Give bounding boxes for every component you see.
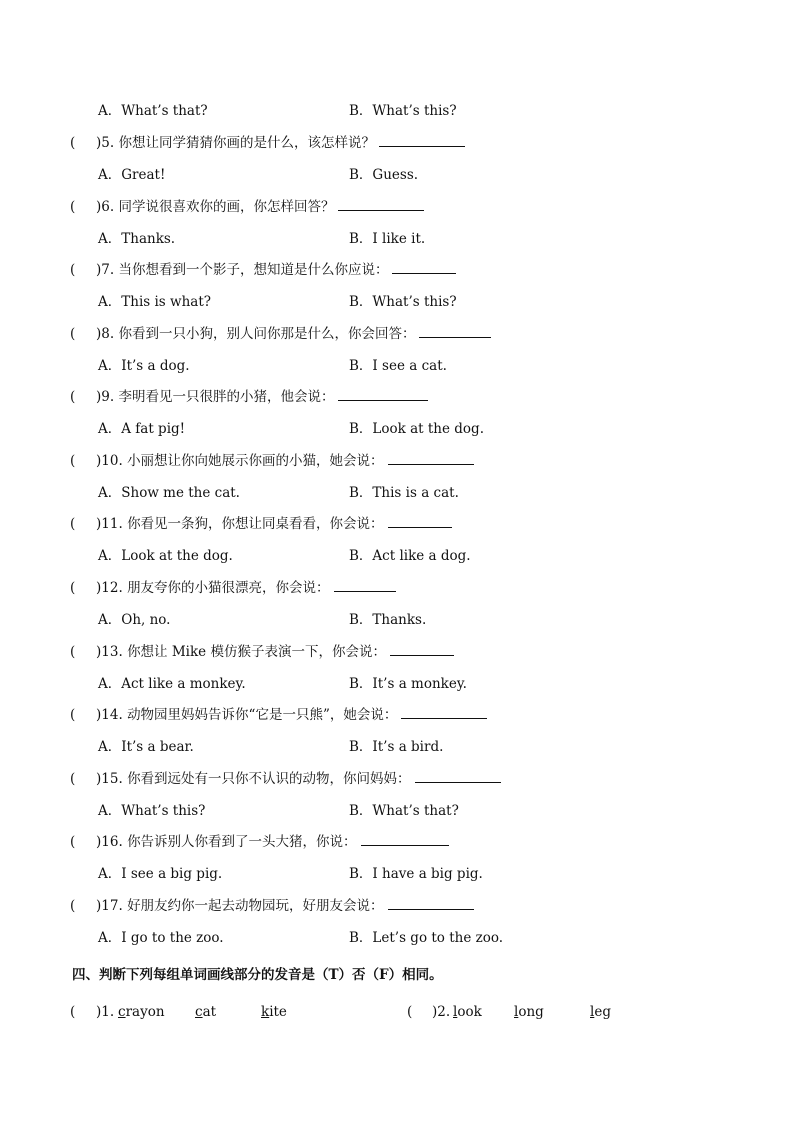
question-content (96, 576, 396, 600)
answer-blank[interactable] (361, 831, 449, 846)
question-number: )1. (96, 1004, 115, 1020)
answer-paren-open: ( (70, 516, 76, 532)
answer-blank[interactable] (401, 704, 487, 719)
option-b: B．Guess. (349, 167, 419, 183)
question-number: 10. (101, 453, 123, 469)
options-row (0, 417, 794, 441)
option-b: B．I have a big pig. (349, 866, 483, 882)
answer-paren-open: ( (70, 262, 76, 278)
options-row (0, 544, 794, 568)
option-b: B．Let’s go to the zoo. (349, 930, 504, 946)
question-number: 17. (101, 898, 123, 914)
question-row (0, 767, 794, 791)
option-a: A．What’s that? (98, 103, 208, 119)
question-number: 5. (101, 135, 115, 151)
answer-paren-close: ) (96, 580, 102, 596)
answer-paren-open: ( (70, 389, 76, 405)
answer-paren-open: ( (70, 580, 76, 596)
question-number: 14. (101, 707, 123, 723)
underlined-letters: c (118, 1004, 126, 1020)
question-text: 你想让同学猜猜你画的是什么，该怎样说？ (118, 135, 375, 151)
question-row (0, 385, 794, 409)
option-a: A．Thanks. (98, 231, 176, 247)
question-text: 你告诉别人你看到了一头大猪，你说： (127, 834, 357, 850)
option-a: A．A fat pig! (98, 421, 186, 437)
options-row (0, 926, 794, 950)
answer-paren-open: ( (70, 199, 76, 215)
underlined-letters: l (453, 1004, 458, 1020)
answer-paren-close: ) (96, 326, 102, 342)
question-row (0, 131, 794, 155)
answer-paren-open: ( (70, 644, 76, 660)
answer-blank[interactable] (338, 196, 424, 211)
question-row (0, 894, 794, 918)
question-number: 6. (101, 199, 115, 215)
option-b: B．Act like a dog. (349, 548, 471, 564)
question-number: 11. (101, 516, 123, 532)
question-number: 9. (101, 389, 115, 405)
option-b: B．What’s that? (349, 803, 459, 819)
option-b: B．It’s a bird. (349, 739, 444, 755)
options-row (0, 481, 794, 505)
underlined-letters: l (590, 1004, 595, 1020)
question-text: 动物园里妈妈告诉你“它是一只熊”，她会说： (127, 707, 398, 723)
question-number: 12. (101, 580, 123, 596)
answer-paren-open: ( (70, 135, 76, 151)
answer-paren-close: ) (96, 1004, 102, 1020)
answer-paren-close: ) (96, 199, 102, 215)
phonics-row (0, 1000, 794, 1024)
answer-blank[interactable] (338, 386, 428, 401)
answer-paren-open: ( (407, 1004, 413, 1020)
option-a: A．This is what? (98, 294, 211, 310)
question-row (0, 258, 794, 282)
answer-paren-close: ) (96, 771, 102, 787)
options-row (0, 99, 794, 123)
answer-paren-close: ) (96, 644, 102, 660)
option-a: A．Great! (98, 167, 166, 183)
question-content (96, 830, 449, 854)
answer-paren-close: ) (96, 453, 102, 469)
question-row (0, 576, 794, 600)
option-a: A．I see a big pig. (98, 866, 223, 882)
options-row (0, 862, 794, 886)
question-number: 15. (101, 771, 123, 787)
question-content (96, 195, 424, 219)
option-b: B．I see a cat. (349, 358, 447, 374)
question-number: 8. (101, 326, 115, 342)
options-row (0, 163, 794, 187)
question-text: 李明看见一只很胖的小猪，他会说： (118, 389, 335, 405)
question-number: 13. (101, 644, 123, 660)
answer-paren-open: ( (70, 1004, 76, 1020)
question-text: 你想让 Mike 模仿猴子表演一下，你会说： (127, 644, 386, 660)
answer-paren-close: ) (96, 898, 102, 914)
phonics-word: crayon (118, 1004, 165, 1020)
answer-blank[interactable] (419, 323, 491, 338)
answer-blank[interactable] (388, 895, 474, 910)
options-row (0, 799, 794, 823)
question-text: 你看见一条狗，你想让同桌看看，你会说： (127, 516, 384, 532)
options-row (0, 227, 794, 251)
question-row (0, 512, 794, 536)
question-text: 你看到一只小狗，别人问你那是什么，你会回答： (118, 326, 416, 342)
option-a: A．Show me the cat. (98, 485, 240, 501)
option-a: A．I go to the zoo. (98, 930, 224, 946)
question-row (0, 830, 794, 854)
question-number: 7. (101, 262, 115, 278)
question-row (0, 449, 794, 473)
question-text: 你看到远处有一只你不认识的动物，你问妈妈： (127, 771, 411, 787)
answer-paren-close: ) (96, 389, 102, 405)
answer-blank[interactable] (390, 641, 454, 656)
option-b: B．What’s this? (349, 294, 457, 310)
answer-paren-open: ( (70, 707, 76, 723)
question-content (96, 512, 452, 536)
question-text: 同学说很喜欢你的画，你怎样回答？ (118, 199, 335, 215)
answer-paren-close: ) (96, 834, 102, 850)
section-title: 四、判断下列每组单词画线部分的发音是（T）否（F）相同。 (72, 967, 443, 983)
option-a: A．Oh, no. (98, 612, 171, 628)
answer-blank[interactable] (388, 513, 452, 528)
answer-blank[interactable] (388, 450, 474, 465)
phonics-word: cat (195, 1004, 217, 1020)
answer-paren-close: ) (96, 262, 102, 278)
question-row (0, 195, 794, 219)
question-content (96, 767, 501, 791)
answer-paren-close: ) (96, 516, 102, 532)
answer-paren-close: ) (96, 135, 102, 151)
option-a: A．Act like a monkey. (98, 676, 246, 692)
answer-blank[interactable] (379, 132, 465, 147)
option-a: A．It’s a dog. (98, 358, 190, 374)
answer-paren-open: ( (70, 453, 76, 469)
options-row (0, 290, 794, 314)
question-content (96, 131, 465, 155)
answer-paren-open: ( (70, 834, 76, 850)
question-row (0, 322, 794, 346)
option-a: A．Look at the dog. (98, 548, 233, 564)
question-row (0, 640, 794, 664)
option-b: B．Thanks. (349, 612, 427, 628)
question-text: 当你想看到一个影子，想知道是什么你应说： (118, 262, 389, 278)
option-b: B．What’s this? (349, 103, 457, 119)
answer-paren-close: ) (96, 707, 102, 723)
answer-paren-open: ( (70, 326, 76, 342)
question-text: 好朋友约你一起去动物园玩，好朋友会说： (127, 898, 384, 914)
option-b: B．This is a cat. (349, 485, 459, 501)
question-content (96, 385, 428, 409)
option-b: B．It’s a monkey. (349, 676, 467, 692)
answer-paren-close: ) (432, 1004, 438, 1020)
question-number: 16. (101, 834, 123, 850)
phonics-word: leg (590, 1004, 611, 1020)
option-b: B．Look at the dog. (349, 421, 484, 437)
phonics-word: long (514, 1004, 544, 1020)
underlined-letters: c (195, 1004, 203, 1020)
option-b: B．I like it. (349, 231, 426, 247)
options-row (0, 608, 794, 632)
underlined-letters: l (514, 1004, 519, 1020)
options-row (0, 735, 794, 759)
phonics-word: look (453, 1004, 482, 1020)
answer-paren-open: ( (70, 771, 76, 787)
question-text: 朋友夸你的小猫很漂亮，你会说： (127, 580, 330, 596)
question-content (96, 258, 456, 282)
question-content (96, 894, 474, 918)
question-row (0, 703, 794, 727)
answer-blank[interactable] (334, 577, 396, 592)
question-content (96, 640, 454, 664)
answer-paren-open: ( (70, 898, 76, 914)
option-a: A．What’s this? (98, 803, 206, 819)
option-a: A．It’s a bear. (98, 739, 194, 755)
answer-blank[interactable] (392, 259, 456, 274)
underlined-letters: k (261, 1004, 270, 1020)
question-text: 小丽想让你向她展示你画的小猫，她会说： (127, 453, 384, 469)
options-row (0, 354, 794, 378)
answer-blank[interactable] (415, 768, 501, 783)
options-row (0, 672, 794, 696)
phonics-word: kite (261, 1004, 287, 1020)
question-number: )2. (432, 1004, 451, 1020)
question-content (96, 703, 487, 727)
question-content (96, 449, 474, 473)
question-content (96, 322, 491, 346)
